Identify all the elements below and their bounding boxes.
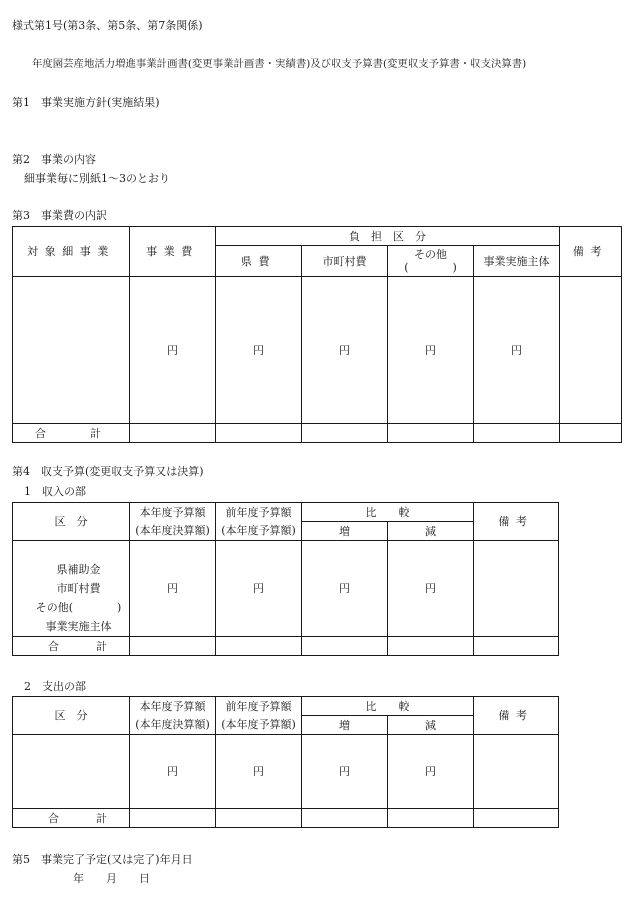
expense-heading: 2 支出の部 xyxy=(24,680,86,693)
col-category: 区 分 xyxy=(13,503,130,541)
table-total-row xyxy=(13,637,559,656)
col-decrease: 減 xyxy=(388,716,474,735)
cell-empty xyxy=(560,424,622,443)
cell-unit: 円 xyxy=(130,735,216,809)
table-header-row xyxy=(13,503,559,522)
expense-table xyxy=(12,696,559,828)
table-total-row xyxy=(13,809,559,828)
cell-empty xyxy=(130,809,216,828)
section3-heading: 第3 事業費の内訳 xyxy=(12,209,107,222)
income-items xyxy=(13,541,130,637)
cell-empty xyxy=(474,541,559,637)
cell-empty xyxy=(130,424,216,443)
cell-unit: 円 xyxy=(388,277,474,424)
table-total-row xyxy=(13,424,622,443)
col-prev-year-budget-line2: (本年度予算額) xyxy=(221,524,296,537)
cell-empty xyxy=(474,637,559,656)
col-this-year-budget-line1: 本年度予算額 xyxy=(139,506,206,519)
income-item: その他( ) xyxy=(35,601,122,614)
col-remarks: 備考 xyxy=(474,503,559,541)
col-target-item: 対象細事業 xyxy=(13,227,130,277)
total-label-left: 合 xyxy=(48,811,59,825)
cell-unit: 円 xyxy=(388,735,474,809)
cell-unit: 円 xyxy=(302,735,388,809)
cell-unit: 円 xyxy=(302,541,388,637)
income-item: 県補助金 xyxy=(56,563,101,576)
cell-empty xyxy=(302,809,388,828)
col-this-year-budget-line2: (本年度決算額) xyxy=(135,718,210,731)
total-label-right: 計 xyxy=(96,811,107,825)
cell-empty xyxy=(388,809,474,828)
cell-empty xyxy=(474,809,559,828)
col-remarks: 備考 xyxy=(560,227,622,277)
section1-heading: 第1 事業実施方針(実施結果) xyxy=(12,96,160,109)
col-prev-year-budget-line1: 前年度予算額 xyxy=(225,506,292,519)
completion-date: 年 月 日 xyxy=(73,872,150,885)
cell-unit: 円 xyxy=(130,277,216,424)
document-title: 年度園芸産地活力増進事業計画書(変更事業計画書・実績書)及び収支予算書(変更収支予算書・収支決算書) xyxy=(32,58,527,70)
cell-unit: 円 xyxy=(130,541,216,637)
total-label xyxy=(13,637,130,656)
income-item: 事業実施主体 xyxy=(45,620,112,633)
cell-empty xyxy=(130,637,216,656)
cell-empty xyxy=(216,424,302,443)
table-row xyxy=(13,735,559,809)
cost-breakdown-table xyxy=(12,226,622,443)
total-label xyxy=(13,424,130,443)
col-prev-year-budget xyxy=(216,697,302,735)
table-row xyxy=(13,541,559,637)
col-prefecture: 県費 xyxy=(216,246,302,277)
col-increase: 増 xyxy=(302,522,388,541)
col-other-label: その他 xyxy=(414,248,447,261)
section4-heading: 第4 収支予算(変更収支予算又は決算) xyxy=(12,465,204,478)
col-other-paren: ( ) xyxy=(404,261,457,274)
col-remarks: 備考 xyxy=(474,697,559,735)
cell-unit: 円 xyxy=(388,541,474,637)
cell-empty xyxy=(474,735,559,809)
col-project-cost: 事業費 xyxy=(130,227,216,277)
cell-unit: 円 xyxy=(216,541,302,637)
col-increase: 増 xyxy=(302,716,388,735)
col-decrease: 減 xyxy=(388,522,474,541)
col-comparison: 比 較 xyxy=(302,503,474,522)
income-item: 市町村費 xyxy=(56,582,101,595)
total-label xyxy=(13,809,130,828)
cell-unit: 円 xyxy=(216,277,302,424)
cell-empty xyxy=(13,735,130,809)
total-label-left: 合 xyxy=(48,639,59,653)
cell-empty xyxy=(216,809,302,828)
income-heading: 1 収入の部 xyxy=(24,485,86,498)
form-number: 様式第1号(第3条、第5条、第7条関係) xyxy=(12,19,203,32)
cell-unit: 円 xyxy=(302,277,388,424)
col-prev-year-budget xyxy=(216,503,302,541)
col-prev-year-budget-line1: 前年度予算額 xyxy=(225,700,292,713)
cell-empty xyxy=(560,277,622,424)
col-municipal: 市町村費 xyxy=(302,246,388,277)
total-label-right: 計 xyxy=(90,426,101,440)
col-comparison: 比 較 xyxy=(302,697,474,716)
section2-heading: 第2 事業の内容 xyxy=(12,153,96,166)
cell-empty xyxy=(302,424,388,443)
total-label-left: 合 xyxy=(35,426,46,440)
cell-empty xyxy=(302,637,388,656)
cell-empty xyxy=(474,424,560,443)
col-category: 区 分 xyxy=(13,697,130,735)
col-this-year-budget xyxy=(130,503,216,541)
col-this-year-budget xyxy=(130,697,216,735)
col-other xyxy=(388,246,474,277)
cell-empty xyxy=(216,637,302,656)
table-header-row xyxy=(13,697,559,716)
col-prev-year-budget-line2: (本年度予算額) xyxy=(221,718,296,731)
cell-unit: 円 xyxy=(474,277,560,424)
section2-body: 細事業毎に別紙1〜3のとおり xyxy=(24,172,170,185)
cell-empty xyxy=(388,637,474,656)
cell-empty xyxy=(388,424,474,443)
table-header-row xyxy=(13,227,622,246)
col-this-year-budget-line2: (本年度決算額) xyxy=(135,524,210,537)
cell-unit: 円 xyxy=(216,735,302,809)
cell-empty xyxy=(13,277,130,424)
section5-heading: 第5 事業完了予定(又は完了)年月日 xyxy=(12,853,193,866)
col-group-burden: 負 担 区 分 xyxy=(216,227,560,246)
income-table xyxy=(12,502,559,656)
total-label-right: 計 xyxy=(96,639,107,653)
col-entity: 事業実施主体 xyxy=(474,246,560,277)
table-row xyxy=(13,277,622,424)
col-this-year-budget-line1: 本年度予算額 xyxy=(139,700,206,713)
